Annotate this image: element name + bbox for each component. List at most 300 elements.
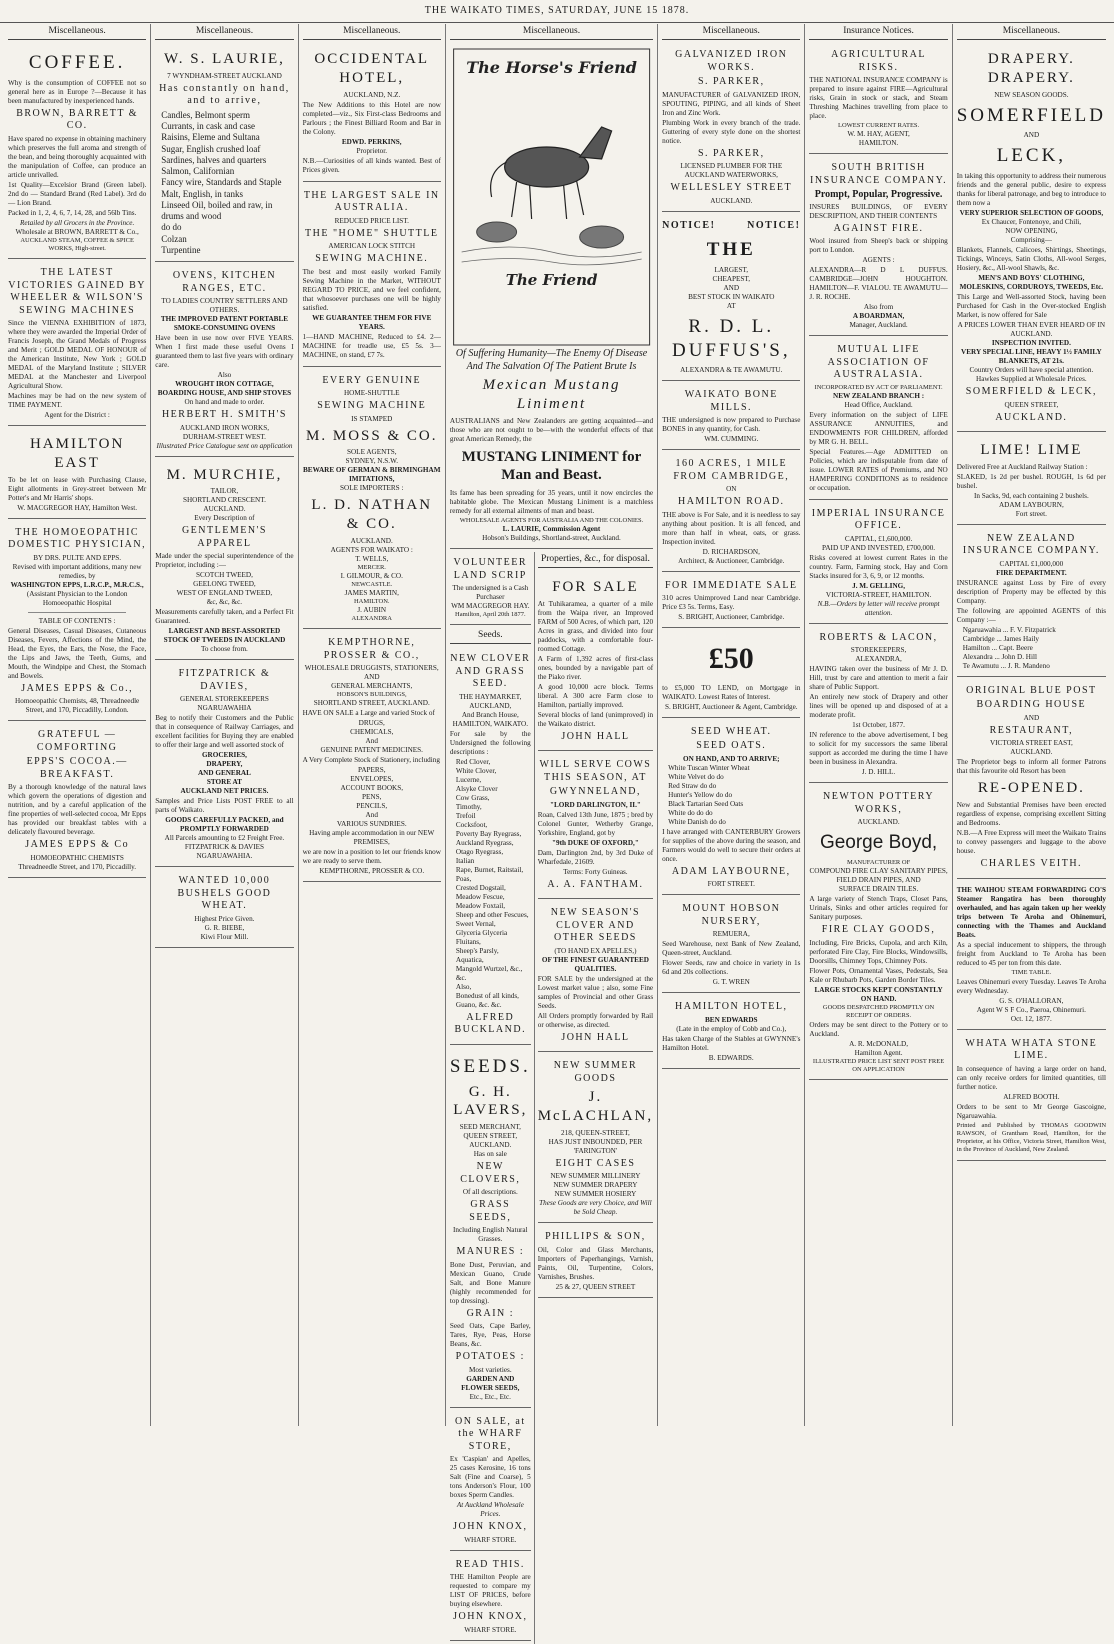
ad-title: GALVANIZED IRON WORKS.: [675, 49, 788, 73]
column-2: [151, 24, 298, 1426]
ad-text: Dam, Darlington 2nd, by 3rd Duke of Wharfedale, 21609.: [537, 848, 654, 866]
ad-text: Flower Pots, Ornamental Vases, Pedestals, Sea Kale or Rhubarb Pots, Garden Border Tiles.: [809, 966, 948, 984]
ad-text: BEST STOCK IN WAIKATO: [688, 292, 775, 301]
ad-title: OVENS, KITCHEN RANGES, ETC.: [172, 270, 277, 294]
ad-title: THE WAIHOU STEAM FORWARDING CO'S Steamer Rangatira has been thoroughly overhauled, and has again taken up her weekly trips between Te Aroha and Ohinemuri, connecting with the Thames and Auckland Boats.: [956, 885, 1107, 939]
ad-text: And Branch House,: [461, 710, 519, 719]
ad-text: J. M. GELLING,: [852, 581, 906, 590]
ad-text: Most varieties.: [468, 1365, 512, 1374]
list-item: Raisins, Eleme and Sultana: [161, 132, 260, 143]
list-item: NEW SUMMER HOSIERY: [554, 1190, 637, 1199]
ad-text: This Large and Well-assorted Stock, having been Purchased for Cash in the Over-stocked English Market, is now offered for Sale: [956, 293, 1107, 319]
ad-hamilton-east: [8, 429, 146, 519]
ad-text: To be let on lease with Purchasing Clause, Eight allotments in Grey-street between Mr Potter's and Mr Harris' shops.: [8, 475, 147, 502]
ad-occidental-hotel: [303, 44, 441, 182]
ad-subtitle: EPPS'S COCOA.—BREAKFAST.: [26, 756, 128, 780]
list-item: Italian: [455, 856, 475, 865]
ad-text: To choose from.: [201, 645, 248, 654]
column-title: Miscellaneous.: [8, 24, 146, 40]
ad-nz-insurance: [957, 528, 1106, 677]
divider: [28, 612, 126, 613]
ad-firm: R. D. L. DUFFUS'S,: [671, 315, 791, 361]
ad-text: we are now in a position to let our friends know we are ready to serve them.: [302, 848, 441, 866]
ad-text: Leaves Ohinemuri every Tuesday. Leaves Te Aroha every Wednesday.: [956, 977, 1107, 995]
list-item: Also,: [455, 982, 472, 991]
column-title: Miscellaneous.: [662, 24, 800, 40]
column-title: Miscellaneous.: [303, 24, 441, 40]
list-item: Ngaruawahia ... F. V. Fitzpatrick: [962, 625, 1056, 634]
ad-title: W. S. LAURIE,: [164, 51, 285, 67]
ad-text: VICTORIA-STREET, HAMILTON.: [825, 590, 932, 599]
ad-text: Oil, Color and Glass Merchants, Importers of Paperhangings, Varnish, Paints, Oil, Turpentine, Colors, Varnishes, Brushes.: [537, 1245, 654, 1281]
ad-text: Terms: Forty Guineas.: [563, 867, 628, 876]
ad-text: L. LAURIE, Commission Agent: [502, 525, 601, 534]
ad-text: At Auckland Wholesale Prices.: [456, 1501, 524, 1518]
list-item: Cow Grass,: [455, 793, 490, 802]
ad-text: SLAKED, 1s 2d per bushel. ROUGH, 1s 6d per bushel.: [956, 472, 1107, 490]
ad-text: Bone Dust, Peruvian, and Mexican Guano, Crude Salt, and Bone Manure (highly recommended for top dressing).: [449, 1260, 531, 1305]
ad-notice-duffus: [662, 215, 800, 382]
ad-text: Head Office, Auckland.: [844, 400, 913, 409]
ad-firm: SOMERFIELD: [956, 104, 1107, 126]
ad-text: BEWARE OF GERMAN & BIRMINGHAM IMITATIONS,: [302, 466, 441, 484]
ad-text: The Proprietor begs to inform all former Patrons that this favourite old Resort has been: [956, 758, 1107, 776]
ad-text: LOWEST CURRENT RATES.: [837, 122, 920, 129]
ad-wheeler-wilson: [8, 262, 146, 426]
list-item: And: [365, 811, 378, 820]
ad-text: Fort street.: [1015, 509, 1047, 518]
ad-text: ADAM LAYBOURN,: [998, 500, 1064, 509]
ad-hamilton-hotel: [662, 996, 800, 1069]
ad-title: KEMPTHORNE, PROSSER & CO.,: [323, 637, 420, 661]
ad-text: 1—HAND MACHINE, Reduced to £4. 2—MACHINE for treadle use, £5 5s. 3—MACHINE, on stand, £7 7s.: [302, 332, 441, 359]
ad-home-shuttle: [303, 185, 441, 367]
ad-text: Wholesale at BROWN, BARRETT & Co.,: [15, 227, 139, 236]
ad-text: 1st Quality—Excelsior Brand (Green label). 2nd do — Standard Brand (Red Label). 3rd do — Lion Brand.: [8, 180, 147, 207]
ad-text: Of Suffering Humanity—The Enemy Of Disease And The Salvation Of The Patient Brute Is: [455, 348, 648, 372]
ad-title: ON SALE, at the WHARF STORE,: [454, 1415, 526, 1452]
ad-title: SEEDS.: [449, 1055, 531, 1077]
ad-text: WHARF STORE.: [464, 1535, 517, 1544]
ad-text: In consequence of having a large order on hand, can only receive orders for limited quantities, till further notice.: [956, 1064, 1107, 1091]
ad-text: JOHN HALL: [561, 730, 630, 742]
ad-text: ADAM LAYBOURNE,: [671, 865, 791, 877]
ad-text: WM. CUMMING.: [704, 435, 759, 444]
ad-text: AUCKLAND.: [350, 536, 393, 545]
ad-text: TIME TABLE.: [1011, 968, 1052, 976]
ad-text: In taking this opportunity to address their numerous friends and the general public, desire to express thanks for liberal patronage, and beg to introduce to them now a: [956, 172, 1107, 207]
ad-text: EIGHT CASES: [555, 1157, 636, 1169]
ad-text: ALEXANDRA—R D L DUFFUS. CAMBRIDGE—JOHN HOUGHTON. HAMILTON—F. VIALOU. TE AWAMUTU—J. R. ROCHE.: [809, 266, 948, 302]
ad-text: Agent W S F Co., Paeroa, Ohinemuri.: [976, 1005, 1086, 1014]
ad-text: THE Hamilton People are requested to compare my LIST OF PRICES, before buying elsewhere.: [449, 1573, 531, 1608]
ad-text: AUCKLAND.: [710, 196, 753, 205]
ad-text: ALFRED BOOTH.: [1003, 1092, 1060, 1101]
list-item: WEST OF ENGLAND TWEED,: [176, 589, 273, 598]
ad-roberts-lacon: [809, 627, 947, 784]
ad-phillips: [538, 1226, 653, 1298]
ad-homoeopathic: [8, 522, 146, 722]
ad-text: AUSTRALIANS and New Zealanders are getting acquainted—and those who are not ought to be—with the wonderful effects of that great American Remedy, the: [449, 416, 654, 443]
ad-text: MANUFACTURER of GALVANIZED IRON, SPOUTING, PIPING, and all kinds of Sheet Iron and Zinc Work.: [662, 90, 801, 117]
ad-text: AUCKLAND IRON WORKS,: [179, 423, 269, 432]
ad-text: Every Description of: [194, 514, 255, 523]
ad-firm: JAMES EPPS & Co.,: [21, 682, 134, 694]
ad-text: ALEXANDRA & TE AWAMUTU.: [680, 366, 783, 375]
list-item: HAMILTON.: [353, 598, 390, 605]
ad-text: Wool insured from Sheep's back or shipping port to London.: [809, 237, 948, 255]
list-item: Timothy,: [455, 802, 482, 811]
ad-title: WILL SERVE COWS THIS SEASON, AT: [539, 759, 652, 783]
ad-text: AUCKLAND.: [857, 818, 900, 827]
ad-text: Highest Price Given.: [194, 914, 255, 923]
column-1: [4, 24, 151, 1426]
ad-text: On hand and made to order.: [184, 398, 265, 406]
ad-text: Revised with important additions, many new remedies, by: [12, 562, 142, 580]
ad-text: HOME-SHUTTLE: [343, 389, 400, 397]
ad-text: As a special inducement to shippers, the through freight from Auckland to Te Aroha has been reduced to 45 per ton from this date.: [956, 940, 1107, 967]
ad-title: NEW CLOVER AND GRASS SEED.: [450, 653, 531, 690]
ad-text: G. T. WREN: [712, 978, 750, 987]
ad-text: (TO HAND EX APELLES,): [554, 946, 637, 955]
ad-text: AT: [726, 301, 736, 310]
ad-title: DRAPERY. DRAPERY.: [987, 51, 1075, 86]
ad-mount-hobson: [662, 898, 800, 993]
ad-text: WROUGHT IRON COTTAGE, BOARDING HOUSE, AND SHIP STOVES: [157, 380, 292, 397]
ad-text: Homoeopathic Chemists, 48, Threadneedle Street, and 170, Piccadilly, London.: [15, 697, 140, 714]
cattle-icon: [477, 222, 624, 248]
ad-title: HAMILTON HOTEL,: [675, 1001, 788, 1013]
list-item: Cocksfoot,: [455, 820, 488, 829]
horse-icon: [491, 127, 612, 219]
ad-text: Every information on the subject of LIFE ASSURANCE ANNUITIES, and ENDOWMENTS FOR CHILDREN, afforded by MR G. H. BELL.: [809, 410, 948, 446]
ad-text: A. R. McDONALD,: [849, 1039, 909, 1048]
ad-text: Seed Warehouse, next Bank of New Zealand, Queen-street, Auckland.: [662, 940, 801, 958]
list-item: Hunter's Yellow do do: [668, 790, 733, 799]
ad-agricultural-risks: [809, 44, 947, 154]
ad-subtitle: TABLE OF CONTENTS :: [38, 616, 116, 625]
ad-text: Kiwi Flour Mill.: [200, 932, 249, 941]
ad-murchie: [155, 460, 293, 661]
ad-read-this: [450, 1554, 531, 1641]
ad-text: HAMILTON ROAD.: [677, 496, 785, 508]
ad-ovens: [155, 265, 293, 457]
ad-text: Including, Fire Bricks, Cupola, and arch Kiln, perforated Fire Clay, Fire Blocks, Windowsills, Doorsills, Chimney Tops, Chimney Pots.: [809, 938, 948, 965]
list-item: ALEXANDRA: [351, 615, 392, 623]
list-item: Glyceria Glyceria Fluitans,: [455, 928, 508, 946]
ad-text: S. BRIGHT, Auctioneer, Cambridge.: [678, 613, 785, 622]
column-5: [658, 24, 805, 1426]
ad-text: At Tuhikaramea, a quarter of a mile from the Waipa river, an Improved FARM of 500 Acres, of which part, 120 Acres in grass, and divided into four paddocks, with a comfortable four-roomed Cottage.: [537, 599, 654, 653]
ad-text: FITZPATRICK & DAVIES: [184, 843, 264, 852]
ad-text: WHOLESALE DRUGGISTS, STATIONERS,: [304, 664, 439, 673]
list-item: STORE AT: [206, 778, 242, 787]
ad-text: Ex Chaucer, Fontenoye, and Chili,: [981, 218, 1082, 226]
horse-illustration-icon: [450, 47, 653, 347]
ad-subtitle: Prompt, Popular, Progressive.: [814, 189, 943, 201]
ad-text: J. D. HILL.: [861, 768, 896, 777]
list-item: AUCKLAND NET PRICES.: [180, 787, 269, 796]
ad-coffee: [8, 44, 146, 259]
ad-text: Orders to be sent to Mr George Gascoigne, Ngaruawahia.: [956, 1102, 1107, 1120]
ad-text: The best and most easily worked Family Sewing Machine in the Market, WITHOUT REGARD TO PRICE, and we feel confident, that whosoever purchases one will be highly satisfied.: [302, 267, 441, 312]
ad-text: Etc., Etc., Etc.: [469, 1392, 511, 1401]
ad-text: Proprietor.: [356, 146, 388, 155]
ad-text: A. A. FANTHAM.: [547, 878, 644, 890]
ad-firm: JAMES EPPS & Co: [25, 839, 130, 850]
list-item: PAPERS,: [357, 766, 386, 775]
notice-row: [662, 218, 800, 235]
ad-text: OF THE FINEST GUARANTEED QUALITIES.: [541, 955, 649, 973]
list-item: Poverty Bay Ryegrass,: [455, 829, 522, 838]
ad-text: A BOARDMAN,: [852, 312, 905, 321]
ad-text: INSURES BUILDINGS, OF EVERY DESCRIPTION, AND THEIR CONTENTS: [809, 202, 948, 220]
ad-laurie: [155, 44, 293, 262]
ad-text: AND: [363, 673, 380, 682]
ad-text: DURHAM-STREET WEST.: [182, 432, 266, 441]
ad-text: Have spared no expense in obtaining machinery which preserves the full aroma and strength of the bean, and being thoroughly acquainted with the manipulation of Coffee, can produce an article unrivalled.: [8, 134, 147, 179]
ad-text: Hamilton, April 20th 1877.: [455, 611, 526, 619]
ad-text: AND: [723, 283, 740, 292]
ad-text: HAVE ON SALE a Large and varied Stock of: [302, 709, 435, 718]
ad-text: N.B.—Orders by letter will receive prompt attention.: [817, 599, 940, 617]
ad-title: THE HOMOEOPATHIC DOMESTIC PHYSICIAN,: [8, 526, 147, 550]
ad-text: Has on sale: [473, 1150, 507, 1158]
list-item: Meadow Foxtail,: [455, 901, 505, 910]
list-item: White Danish do do: [668, 817, 726, 826]
list-item: NEW SUMMER MILLINERY: [550, 1172, 641, 1181]
ad-text: SEWING MACHINE.: [315, 253, 429, 264]
ad-text: Illustrated Price Catalogue sent on application: [156, 441, 293, 450]
ad-subtitle: FIRE CLAY GOODS,: [821, 924, 936, 936]
ad-subtitle: BOARDING HOUSE: [976, 699, 1087, 711]
list-item: Otago Ryegrass,: [455, 847, 504, 856]
ad-text: Beg to notify their Customers and the Public that in consequence of Railway Carriages, and excellent facilities for Buying they are enabled to offer their large and well assorted stock of: [155, 714, 294, 750]
ad-subtitle: THE "HOME" SHUTTLE: [305, 227, 439, 239]
list-item: Sheep and other Fescues,: [455, 910, 529, 919]
ad-text: HAMILTON, WAIKATO.: [452, 719, 528, 728]
ad-text: ILLUSTRATED PRICE LIST SENT POST FREE ON APPLICATION: [812, 1057, 945, 1073]
ad-text: HAVING taken over the business of Mr J. D. Hill, trust by care and attention to merit a fair share of Public Support.: [809, 665, 948, 692]
ad-text: AMERICAN LOCK STITCH: [328, 242, 416, 250]
ad-firm: George Boyd,: [819, 832, 938, 854]
seed-list: [450, 758, 531, 1010]
ad-immediate-sale: [662, 575, 800, 629]
ad-title: GRATEFUL — COMFORTING: [36, 729, 118, 753]
sub-column-right: [535, 552, 653, 1643]
list-item: Of all descriptions.: [462, 1188, 518, 1196]
list-item: Te Awamutu ... J. R. Mandeno: [962, 661, 1050, 670]
ad-bone-mills: [662, 384, 800, 450]
list-item: JAMES MARTIN,: [344, 589, 399, 597]
ad-text: HOBSON'S BUILDINGS,: [336, 691, 407, 699]
ad-title: NEW SEASON'S CLOVER AND OTHER SEEDS: [550, 907, 641, 944]
ad-title: NEW SUMMER GOODS: [553, 1060, 638, 1084]
ad-new-clover: [450, 648, 531, 1045]
list-item: GENUINE PATENT MEDICINES.: [320, 746, 423, 755]
ad-text: JOHN HALL: [561, 1031, 630, 1043]
ad-text: Has constantly on hand, and to arrive,: [159, 82, 290, 107]
notice-label: NOTICE!: [662, 219, 716, 231]
ad-text: ON HAND, AND TO ARRIVE;: [682, 754, 780, 763]
ad-text: AGAINST FIRE.: [833, 222, 924, 234]
ad-text: For sale by the Undersigned the following descriptions :: [449, 729, 531, 756]
list-item: GEELONG TWEED,: [193, 580, 256, 589]
list-item: Malt, English, in tanks: [161, 188, 244, 199]
list-item: do do: [161, 222, 182, 233]
ad-text: Packed in 1, 2, 4, 6, 7, 14, 28, and 56lb Tins.: [8, 208, 137, 217]
list-item: White do do do: [668, 808, 713, 817]
ad-for-sale: [538, 572, 653, 751]
ad-text: 1st October, 1877.: [852, 721, 905, 730]
ad-text: Hamilton Agent.: [854, 1048, 903, 1057]
ad-new-season-seeds: [538, 902, 653, 1052]
ad-text: IN reference to the above advertisement, I beg to solicit for my successors the same liberal support as accorded me during the time I have been in business in Alexandra.: [809, 731, 948, 767]
masthead: THE WAIKATO TIMES, SATURDAY, JUNE 15 1878.: [0, 0, 1114, 23]
list-item: I. GILMOUR, & CO.: [340, 571, 403, 580]
ad-somerfield-leck: [957, 44, 1106, 432]
list-item: SURFACE DRAIN TILES.: [838, 885, 919, 894]
ad-text: AUCKLAND, N.Z.: [343, 90, 401, 99]
ad-text: In Sacks, 9d, each containing 2 bushels.: [973, 491, 1089, 500]
list-item: Sheep's Parsly,: [455, 946, 499, 955]
list-item: Black Tartarian Seed Oats: [668, 799, 744, 808]
ad-text: NEW SEASON GOODS.: [994, 90, 1069, 99]
column-title: Miscellaneous.: [450, 24, 653, 40]
ad-text: Threadneedle Street, and 170, Piccadilly.: [18, 862, 137, 871]
ad-volunteer-scrip: [450, 552, 531, 625]
ad-text: AUCKLAND.: [995, 411, 1068, 423]
ad-text: Plumbing Work in every branch of the trade. Guttering of every style done on the shortest notice.: [662, 118, 801, 145]
ad-text: Country Orders will have special attention.: [969, 366, 1094, 374]
ad-text: Blankets, Flannels, Calicoes, Shirtings, Sheetings, Tickings, Winceys, Satin Cloths, All-wool Serges, Hosiery, &c., All-wool Shawls, &c.: [956, 246, 1107, 272]
list-item: Salmon, Californian: [161, 166, 235, 176]
ad-text: GENERAL MERCHANTS,: [331, 682, 413, 691]
ad-text: JOHN KNOX,: [453, 1521, 528, 1532]
ad-subtitle: GRAIN :: [466, 1307, 515, 1319]
ad-text: Have been in use now over FIVE YEARS. When I first made these useful Ovens I guaranteed them to last five years with ordinary care.: [155, 334, 294, 369]
list-item: Rape, Burnet, Raitstail, Poas,: [455, 865, 524, 883]
column-3: [299, 24, 446, 1426]
ad-text: Has taken Charge of the Stables at GWYNNE's Hamilton Hotel.: [662, 1034, 801, 1052]
ad-text: Architect, & Auctioneer, Cambridge.: [678, 556, 785, 565]
mustang-title: The Horse's Friend: [466, 58, 637, 77]
ad-text: GOODS CAREFULLY PACKED, and PROMPTLY FORWARDED: [165, 816, 284, 834]
ad-title: LIME! LIME: [980, 442, 1083, 458]
ad-every-genuine: [303, 370, 441, 630]
ad-text: THE NATIONAL INSURANCE COMPANY is prepared to insure against FIRE—Agricultural risks, Grain in stock or stack, and Steam Threshing Machines travelling from place to place.: [809, 76, 948, 120]
ad-title: ROBERTS & LACON,: [819, 631, 938, 643]
list-item: Currants, in cask and case: [161, 121, 256, 131]
ad-subtitle: MANURES :: [456, 1246, 525, 1257]
ad-fitzpatrick: [155, 663, 293, 867]
ad-text: LARGEST AND BEST-ASSORTED STOCK OF TWEEDS IN AUCKLAND: [163, 627, 286, 645]
ad-galvanized: [662, 44, 800, 212]
ad-cows: [538, 754, 653, 899]
ad-title: WAIKATO BONE MILLS.: [684, 389, 778, 413]
list-item: FIELD DRAIN PIPES, AND: [836, 876, 921, 885]
ad-text: New and Substantial Premises have been erected regardless of expense, comprising excellent Sitting and Bedrooms.: [956, 801, 1107, 827]
list-item: Candles, Belmont sperm: [161, 109, 251, 120]
list-item: NEWCASTLE.: [351, 580, 393, 588]
ad-text: Why is the consumption of COFFEE not so general here as in Europe ?—Because it has been manufactured by inexperienced hands.: [8, 78, 147, 105]
ad-text: WHOLESALE AGENTS FOR AUSTRALIA AND THE COLONIES.: [459, 517, 644, 524]
ad-title: WHATA WHATA STONE LIME.: [965, 1037, 1098, 1062]
ad-text: The undersigned is a Cash Purchaser: [452, 584, 529, 602]
ad-text: All Orders promptly forwarded by Rail or otherwise, as directed.: [537, 1011, 654, 1029]
ad-text: BY DRS. PULTE AND EPPS.: [33, 553, 122, 562]
ad-text: LARGEST,: [714, 265, 749, 274]
ad-text: GOODS DESPATCHED PROMPTLY ON RECEIPT OF ORDERS.: [822, 1003, 935, 1019]
ad-text: WHARF STORE.: [464, 1625, 517, 1634]
ad-text: Machines may be had on the new system of TIME PAYMENT.: [8, 392, 147, 409]
ad-text: Flower Seeds, raw and choice in variety in 1s 6d and 20s collections.: [662, 959, 801, 977]
ad-text: "LORD DARLINGTON, II.": [549, 800, 641, 809]
mustang-friend: The Friend: [505, 271, 598, 289]
list-item: Crested Dogstail,: [455, 883, 506, 892]
ad-text: BEN EDWARDS: [705, 1015, 758, 1024]
list-item: Guano, &c. &c.: [455, 1000, 502, 1009]
ad-text: Oct. 12, 1877.: [1010, 1014, 1052, 1023]
ad-newton-pottery: [809, 786, 947, 1080]
ad-text: NGARUAWAHIA.: [196, 852, 253, 861]
ad-title: FOR SALE: [552, 579, 639, 596]
list-item: NEW CLOVERS,: [460, 1161, 521, 1185]
ad-text: D. RICHARDSON,: [702, 547, 760, 556]
ad-text: An entirely new stock of Drapery and other lines will be opened up and disposed of at a moderate profit.: [809, 693, 948, 720]
ad-text: REMUERA,: [712, 930, 750, 939]
ad-text: Retailed by all Grocers in the Province.: [20, 218, 135, 227]
ad-text: S. PARKER,: [697, 147, 765, 159]
column-7: [953, 24, 1110, 1426]
ad-text: to £5,000 TO LEND, on Mortgage in WAIKATO. Lowest Rates of Interest.: [662, 683, 801, 701]
column-title: Miscellaneous.: [957, 24, 1106, 40]
ad-text: HAS JUST INBOUNDED, PER 'FARINGTON': [548, 1137, 643, 1155]
ad-text: INCORPORATED BY ACT OF PARLIAMENT.: [814, 383, 943, 391]
ad-text: CAPITAL, £1,600,000.: [844, 534, 913, 543]
agents-list: [957, 626, 1106, 671]
ad-text: All Parcels amounting to £2 Freight Free.: [164, 834, 285, 843]
ad-title: FOR IMMEDIATE SALE: [664, 579, 798, 591]
ad-subtitle: GENTLEMEN'S APPAREL: [181, 525, 267, 549]
ad-title: AGRICULTURAL RISKS.: [831, 49, 926, 73]
ad-text: PAID UP AND INVESTED, £700,000.: [822, 543, 936, 552]
ad-title: SEED WHEAT.: [690, 725, 772, 737]
ad-title: HAMILTON EAST: [29, 436, 125, 471]
ad-title: Mexican Mustang Liniment: [482, 377, 621, 412]
wheat-list: [662, 764, 800, 827]
ad-text: Roan, Calved 13th June, 1875 ; bred by Colonel Gunter, Wetherby Grange, Yorkshire, England, got by: [537, 810, 654, 837]
ad-title: VOLUNTEER LAND SCRIP: [453, 557, 528, 581]
list-item: COMPOUND FIRE CLAY SANITARY PIPES,: [809, 867, 948, 876]
list-item: VARIOUS SUNDRIES.: [336, 820, 407, 829]
ad-blue-post: [957, 680, 1106, 879]
ad-text: FORT STREET.: [707, 880, 755, 889]
list-item: GRASS SEEDS,: [469, 1199, 512, 1223]
landscape-icon: [462, 247, 642, 265]
ad-text: (Assistant Physician to the London Homoeopathic Hospital: [26, 589, 128, 607]
ad-subtitle: POTATOES :: [455, 1351, 525, 1362]
ad-text: GARDEN AND FLOWER SEEDS,: [461, 1374, 520, 1392]
ad-text: FIRE DEPARTMENT.: [996, 568, 1067, 577]
ad-text: "9th DUKE OF OXFORD,": [552, 838, 639, 847]
ad-lavers: [450, 1048, 531, 1408]
ad-text: KEMPTHORNE, PROSSER & CO.: [319, 867, 425, 876]
list-item: Turpentine: [161, 244, 201, 255]
list-item: J. AUBIN: [357, 606, 387, 615]
list-item: Trefoil: [455, 811, 476, 820]
ad-text: NEW ZEALAND BRANCH :: [833, 391, 925, 400]
